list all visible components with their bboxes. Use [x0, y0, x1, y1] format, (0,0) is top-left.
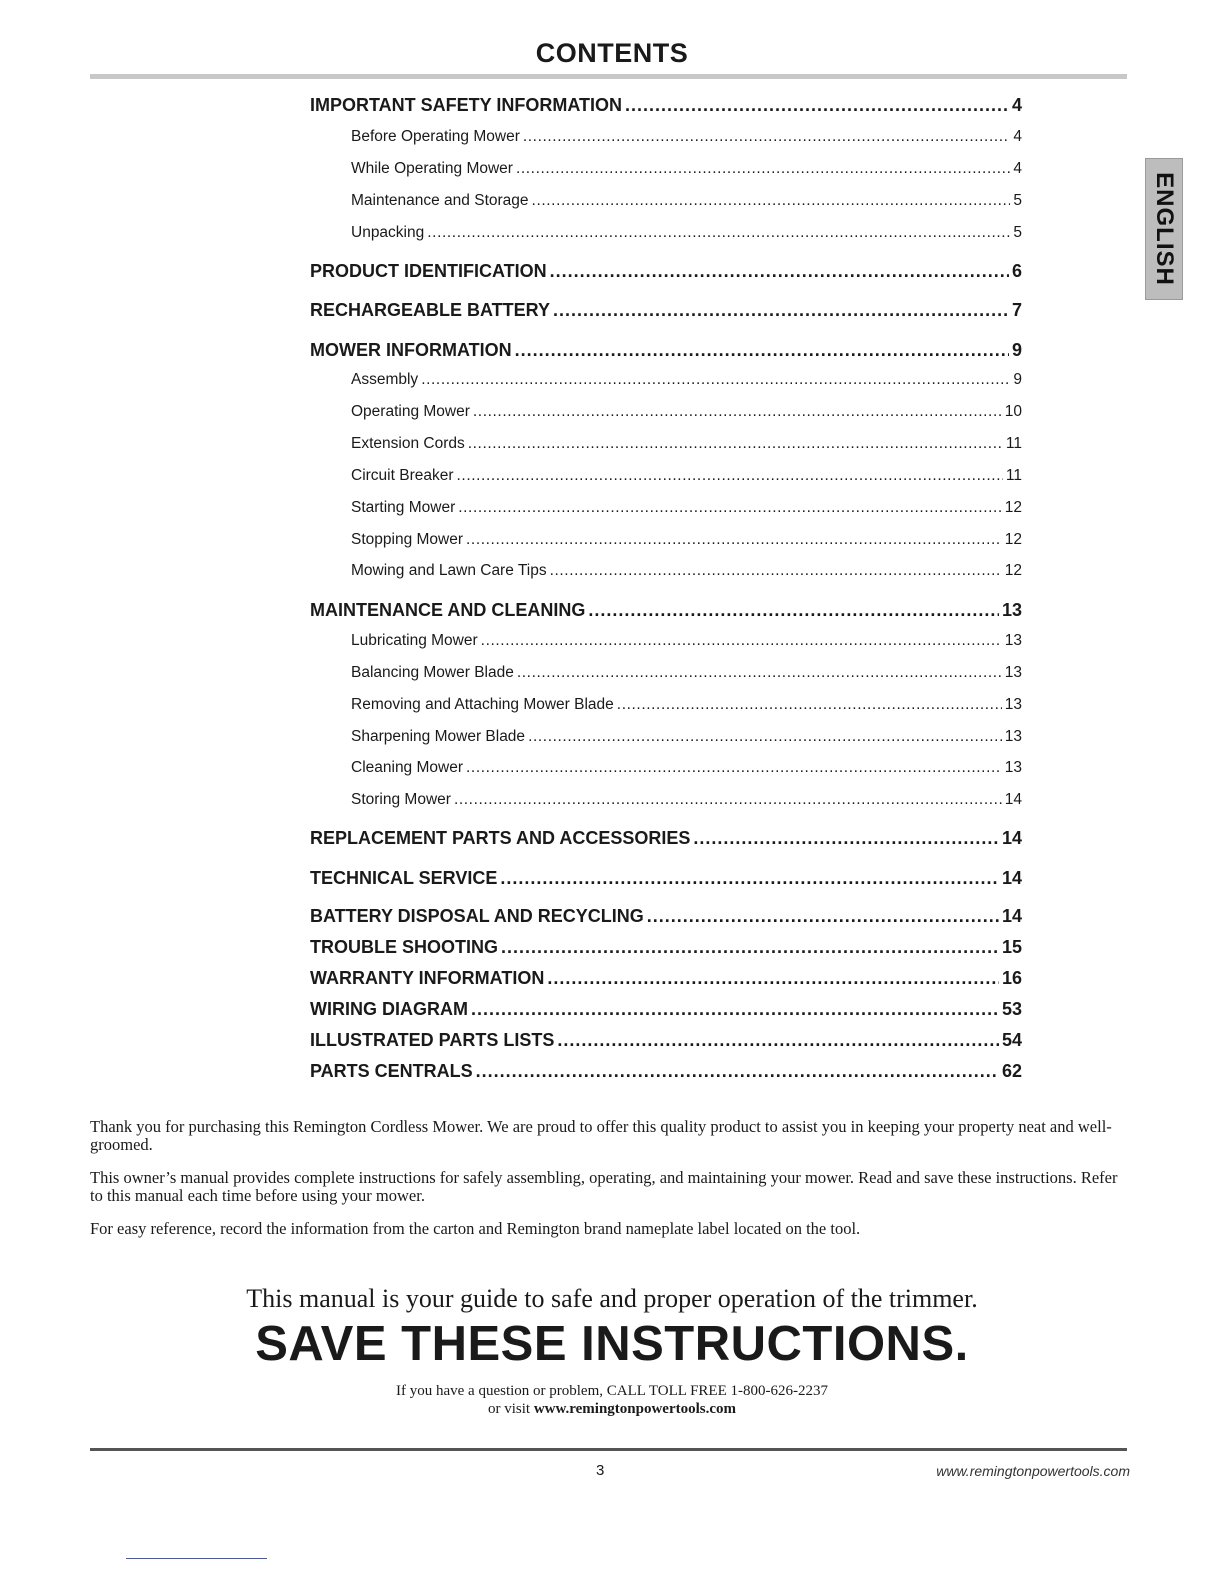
- toc-page-number: 53: [1001, 999, 1022, 1019]
- toc-page-number: 5: [1013, 192, 1022, 209]
- toc-title: TECHNICAL SERVICE: [310, 868, 498, 888]
- toc-section[interactable]: [310, 868, 1022, 889]
- toc-page-number: 7: [1011, 300, 1022, 320]
- toc-section[interactable]: [310, 600, 1022, 621]
- toc-subsection[interactable]: [351, 467, 1022, 485]
- toc-title: Maintenance and Storage: [351, 192, 529, 209]
- toc-section[interactable]: [310, 1061, 1022, 1082]
- guide-line: This manual is your guide to safe and proper operation of the trimmer.: [246, 1284, 978, 1313]
- toc-page-number: 5: [1013, 224, 1022, 241]
- toc-subsection[interactable]: [351, 224, 1022, 242]
- toc-page-number: 14: [1004, 791, 1022, 808]
- toc-page-number: 14: [1001, 906, 1022, 926]
- toc-leader-dots: [476, 1061, 999, 1082]
- toc-subsection[interactable]: [351, 696, 1022, 714]
- toc-section[interactable]: [310, 999, 1022, 1020]
- toc-leader-dots: [457, 467, 1003, 485]
- toc-title: Balancing Mower Blade: [351, 664, 514, 681]
- toc-leader-dots: [466, 759, 1002, 777]
- toc-leader-dots: [523, 128, 1011, 146]
- toc-leader-dots: [547, 968, 999, 989]
- toc-leader-dots: [500, 868, 999, 889]
- toc-section[interactable]: [310, 1030, 1022, 1051]
- toc-section[interactable]: [310, 828, 1022, 849]
- toc-title: Assembly: [351, 371, 419, 388]
- toc-leader-dots: [693, 828, 999, 849]
- toc-title: PARTS CENTRALS: [310, 1061, 473, 1081]
- toc-leader-dots: [473, 403, 1002, 421]
- toc-title: Starting Mower: [351, 499, 456, 516]
- toc-title: WIRING DIAGRAM: [310, 999, 468, 1019]
- toc-subsection[interactable]: [351, 759, 1022, 777]
- toc-subsection[interactable]: [351, 371, 1022, 389]
- toc-section[interactable]: [310, 300, 1022, 321]
- toc-section[interactable]: [310, 261, 1022, 282]
- toc-section[interactable]: [310, 906, 1022, 927]
- toc-leader-dots: [501, 937, 999, 958]
- toc-title: Stopping Mower: [351, 531, 464, 548]
- language-tab: [1145, 158, 1183, 300]
- toc-page-number: 9: [1011, 340, 1022, 360]
- toc-page-number: 10: [1004, 403, 1022, 420]
- toc-page-number: 12: [1004, 562, 1022, 579]
- toc-page-number: 9: [1013, 371, 1022, 388]
- toc-title: MAINTENANCE AND CLEANING: [310, 600, 586, 620]
- toc-subsection[interactable]: [351, 499, 1022, 517]
- toc-title: Mowing and Lawn Care Tips: [351, 562, 547, 579]
- toc-title: Storing Mower: [351, 791, 451, 808]
- toc-subsection[interactable]: [351, 664, 1022, 682]
- toc-title: Unpacking: [351, 224, 425, 241]
- page-heading: CONTENTS: [535, 38, 689, 68]
- footer-rule: [90, 1448, 1127, 1451]
- toc-page-number: 13: [1004, 759, 1022, 776]
- toc-leader-dots: [421, 371, 1010, 389]
- toc-title: Before Operating Mower: [351, 128, 520, 145]
- toc-leader-dots: [466, 531, 1002, 549]
- toc-leader-dots: [427, 224, 1010, 242]
- toc-leader-dots: [617, 696, 1002, 714]
- toc-title: Removing and Attaching Mower Blade: [351, 696, 614, 713]
- toc-leader-dots: [647, 906, 999, 927]
- toc-title: TROUBLE SHOOTING: [310, 937, 498, 957]
- toc-title: Circuit Breaker: [351, 467, 454, 484]
- footer-url[interactable]: www.remingtonpowertools.com: [936, 1463, 1130, 1479]
- heading-rule: [90, 74, 1127, 79]
- toc-subsection[interactable]: [351, 403, 1022, 421]
- toc-section[interactable]: [310, 95, 1022, 116]
- toc-page-number: 13: [1001, 600, 1022, 620]
- contact-phone-line: If you have a question or problem, CALL TOLL FREE 1-800-626-2237: [395, 1383, 828, 1399]
- toc-leader-dots: [550, 562, 1002, 580]
- toc-section[interactable]: [310, 340, 1022, 361]
- toc-leader-dots: [515, 340, 1009, 361]
- contact-web-link[interactable]: www.remingtonpowertools.com: [533, 1401, 737, 1417]
- toc-leader-dots: [532, 192, 1011, 210]
- toc-page-number: 14: [1001, 828, 1022, 848]
- toc-title: RECHARGEABLE BATTERY: [310, 300, 551, 320]
- toc-page-number: 16: [1001, 968, 1022, 988]
- toc-title: PRODUCT IDENTIFICATION: [310, 261, 547, 281]
- toc-page-number: 13: [1004, 696, 1022, 713]
- toc-section[interactable]: [310, 937, 1022, 958]
- toc-leader-dots: [454, 791, 1002, 809]
- toc-leader-dots: [458, 499, 1002, 517]
- toc-leader-dots: [625, 95, 1009, 116]
- toc-page-number: 4: [1013, 160, 1022, 177]
- toc-page-number: 54: [1001, 1030, 1022, 1050]
- toc-leader-dots: [528, 728, 1002, 746]
- toc-page-number: 6: [1011, 261, 1022, 281]
- toc-leader-dots: [588, 600, 999, 621]
- toc-title: Operating Mower: [351, 403, 470, 420]
- toc-title: While Operating Mower: [351, 160, 513, 177]
- toc-page-number: 11: [1005, 467, 1022, 484]
- toc-page-number: 4: [1011, 95, 1022, 115]
- page-number: 3: [596, 1462, 605, 1479]
- intro-paragraph: For easy reference, record the information from the carton and Remington brand nameplate label located on the tool.: [90, 1219, 861, 1238]
- toc-leader-dots: [550, 261, 1009, 282]
- toc-subsection[interactable]: [351, 728, 1022, 746]
- toc-leader-dots: [517, 664, 1002, 682]
- toc-subsection[interactable]: [351, 160, 1022, 178]
- toc-subsection[interactable]: [351, 791, 1022, 809]
- toc-subsection[interactable]: [351, 562, 1022, 580]
- toc-subsection[interactable]: [351, 531, 1022, 549]
- toc-page-number: 13: [1004, 728, 1022, 745]
- toc-page-number: 4: [1013, 128, 1022, 145]
- toc-title: Cleaning Mower: [351, 759, 463, 776]
- intro-paragraph: Thank you for purchasing this Remington Cordless Mower. We are proud to offer this quality product to assist you in keeping your property neat and well-groomed.: [90, 1117, 1112, 1154]
- toc-subsection[interactable]: [351, 435, 1022, 453]
- toc-page-number: 15: [1001, 937, 1022, 957]
- toc-leader-dots: [557, 1030, 999, 1051]
- contact-web-prefix: or visit: [487, 1401, 534, 1417]
- save-instructions-heading: SAVE THESE INSTRUCTIONS.: [255, 1317, 969, 1371]
- toc-subsection[interactable]: [351, 128, 1022, 146]
- toc-title: REPLACEMENT PARTS AND ACCESSORIES: [310, 828, 691, 848]
- intro-paragraph: This owner’s manual provides complete instructions for safely assembling, operating, and maintaining your mower. Read and save these instructions. Refer to this manual each time before using your mower.: [90, 1168, 1118, 1205]
- blue-underline: [126, 1558, 267, 1559]
- toc-title: IMPORTANT SAFETY INFORMATION: [310, 95, 622, 115]
- toc-page-number: 62: [1001, 1061, 1022, 1081]
- toc-leader-dots: [468, 435, 1003, 453]
- toc-title: Sharpening Mower Blade: [351, 728, 526, 745]
- toc-page-number: 14: [1001, 868, 1022, 888]
- toc-title: WARRANTY INFORMATION: [310, 968, 545, 988]
- toc-title: BATTERY DISPOSAL AND RECYCLING: [310, 906, 644, 926]
- toc-title: ILLUSTRATED PARTS LISTS: [310, 1030, 555, 1050]
- contact-info: [0, 1382, 1224, 1418]
- toc-page-number: 12: [1004, 499, 1022, 516]
- toc-subsection[interactable]: [351, 632, 1022, 650]
- toc-leader-dots: [516, 160, 1010, 178]
- language-tab-label: ENGLISH: [1151, 172, 1178, 286]
- toc-page-number: 13: [1004, 664, 1022, 681]
- toc-leader-dots: [471, 999, 999, 1020]
- toc-title: Extension Cords: [351, 435, 465, 452]
- contact-web-line: [0, 1400, 1224, 1418]
- toc-subsection[interactable]: [351, 192, 1022, 210]
- toc-page-number: 12: [1004, 531, 1022, 548]
- intro-text: [90, 1118, 1127, 1253]
- toc-leader-dots: [481, 632, 1002, 650]
- toc-title: MOWER INFORMATION: [310, 340, 512, 360]
- toc-section[interactable]: [310, 968, 1022, 989]
- toc-page-number: 13: [1004, 632, 1022, 649]
- toc-page-number: 11: [1005, 435, 1022, 452]
- toc-leader-dots: [553, 300, 1009, 321]
- toc-title: Lubricating Mower: [351, 632, 478, 649]
